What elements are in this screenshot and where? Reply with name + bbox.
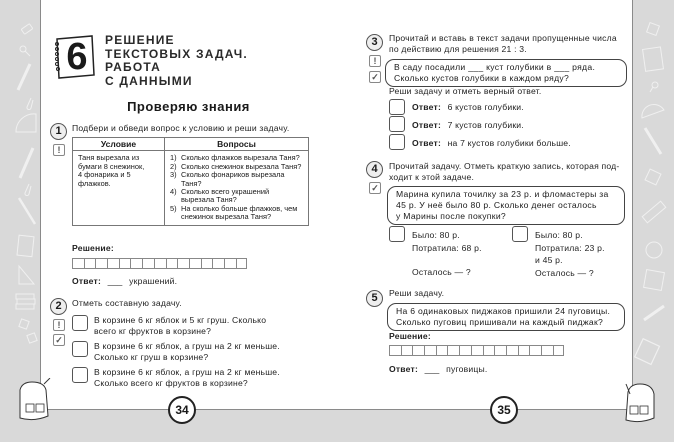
task-1-table	[72, 137, 309, 226]
chapter-title-line: ТЕКСТОВЫХ ЗАДАЧ.	[105, 46, 248, 61]
record-left: Осталось — ?	[535, 267, 594, 278]
instruction-line: Прочитай и вставь в текст задачи пропущенные числа	[389, 33, 617, 43]
task-5-number: 5	[366, 290, 383, 307]
problem-line: Марина купила точилку за 23 р. и фломастеры за	[396, 189, 609, 199]
pen-icon	[16, 146, 36, 180]
option-line: всего кг фруктов в корзине?	[94, 326, 212, 336]
question-option[interactable]: 4) Сколько всего украшений вырезала Таня?	[170, 187, 270, 205]
option-line: Сколько кг груш в корзине?	[94, 352, 209, 362]
pencil-icon	[14, 62, 34, 92]
chapter-number: 6	[66, 36, 88, 78]
chapter-title-line: С ДАННЫМИ	[105, 73, 193, 88]
short-record-checkbox[interactable]	[389, 226, 405, 242]
checkmark-icon: ✓	[53, 334, 65, 346]
option-line: В корзине 6 кг яблок, а груш на 2 кг меньше.	[94, 367, 280, 377]
answer-line	[389, 364, 487, 375]
task-5-instruction: Реши задачу.	[389, 288, 445, 298]
question-option[interactable]: 5) На сколько больше флажков, чем снежинок вырезала Таня?	[170, 203, 298, 222]
protractor-icon	[14, 112, 38, 134]
notepad-icon	[642, 46, 666, 72]
task-3-number: 3	[366, 34, 383, 51]
ruler-icon	[638, 196, 670, 228]
option-text	[94, 341, 280, 363]
task-3-problem	[385, 59, 627, 87]
answer-text: 6 кустов голубики.	[447, 102, 524, 112]
problem-line: Сколько пуговиц пришивали на каждый пиджак?	[396, 317, 604, 327]
clock-icon	[644, 240, 664, 260]
answer-checkbox[interactable]	[389, 134, 405, 150]
instruction-line: по действию для решения 21 : 3.	[389, 44, 527, 54]
exclamation-icon: !	[53, 144, 65, 156]
set-square-icon	[16, 264, 36, 286]
problem-line: На 6 одинаковых пиджаков пришили 24 пуговицы.	[396, 306, 611, 316]
brush-icon	[16, 196, 38, 226]
answer-text: 7 кустов голубики.	[447, 120, 524, 130]
task-3-sub-instruction: Реши задачу и отметь верный ответ.	[389, 86, 542, 96]
spacer	[412, 254, 482, 266]
dice-icon	[18, 318, 30, 330]
problem-line: Сколько кустов голубики в каждом ряду?	[394, 73, 570, 83]
page-number-34: 34	[168, 396, 196, 424]
chapter-title-line: РАБОТА	[105, 60, 162, 74]
answer-option	[412, 138, 571, 149]
answer-line	[72, 276, 177, 287]
option-line: Сколько всего кг фруктов в корзине?	[94, 378, 248, 388]
problem-line: В саду посадили ___ куст голубики в ___ ряда.	[394, 62, 596, 72]
task-3-instruction	[389, 33, 617, 55]
answer-label: Ответ:	[412, 138, 441, 148]
table-questions-cell	[165, 151, 309, 225]
solution-grid[interactable]	[72, 258, 247, 269]
checkmark-icon: ✓	[369, 71, 381, 83]
record-spent: Потратила: 68 р.	[412, 242, 482, 253]
solution-label: Решение:	[72, 243, 114, 253]
instruction-line: ходит к этой задаче.	[389, 172, 475, 182]
instruction-line: Прочитай задачу. Отметь краткую запись, которая под-	[389, 161, 620, 171]
task-1-instruction: Подбери и обведи вопрос к условию и реши задачу.	[72, 123, 290, 133]
pen-icon	[642, 126, 664, 156]
option-checkbox[interactable]	[72, 341, 88, 357]
right-margin-decorations	[634, 0, 674, 410]
answer-blank[interactable]: ___	[107, 276, 123, 286]
pencil-icon	[642, 300, 666, 324]
question-option[interactable]: 2) Сколько снежинок вырезала Таня?	[170, 161, 302, 171]
option-line: В корзине 6 кг яблок, а груш на 2 кг меньше.	[94, 341, 280, 351]
option-checkbox[interactable]	[72, 315, 88, 331]
answer-unit: украшений.	[129, 276, 178, 286]
answer-label: Ответ:	[389, 364, 418, 374]
section-title: Проверяю знания	[127, 99, 250, 114]
question-option[interactable]: 3) Сколько фонариков вырезала Таня?	[170, 170, 285, 188]
page-number-35: 35	[490, 396, 518, 424]
solution-grid[interactable]	[389, 345, 564, 356]
answer-checkbox[interactable]	[389, 116, 405, 132]
record-left: Осталось — ?	[412, 267, 471, 277]
dice-icon	[646, 22, 660, 36]
record-spent-extra: и 45 р.	[535, 255, 563, 265]
answer-label: Ответ:	[412, 102, 441, 112]
task-4-number: 4	[366, 161, 383, 178]
option-text	[94, 367, 280, 389]
answer-unit: пуговицы.	[446, 364, 488, 374]
notepad-icon	[16, 234, 36, 258]
task-4-problem	[387, 186, 625, 225]
answer-label: Ответ:	[72, 276, 101, 286]
chapter-title	[105, 34, 248, 88]
solution-label: Решение:	[389, 331, 431, 341]
task-4-instruction	[389, 161, 619, 183]
eraser-icon	[20, 22, 34, 36]
paperclip-icon	[22, 182, 32, 196]
record-spent: Потратила: 23 р.	[535, 242, 605, 253]
pushpin-icon	[648, 80, 660, 94]
dice-icon	[644, 168, 662, 186]
checkmark-icon: ✓	[369, 182, 381, 194]
problem-line: 45 р. У неё было 80 р. Сколько денег осталось	[396, 200, 597, 210]
table-header-questions: Вопросы	[165, 138, 309, 151]
backpack-icon	[620, 380, 660, 426]
record-had: Было: 80 р.	[535, 230, 583, 240]
problem-line: у Марины после покупки?	[396, 211, 506, 221]
protractor-icon	[640, 100, 666, 122]
answer-blank[interactable]: ___	[424, 364, 440, 374]
answer-option	[412, 120, 524, 131]
answer-text: на 7 кустов голубики больше.	[447, 138, 571, 148]
short-record-checkbox[interactable]	[512, 226, 528, 242]
table-header-condition: Условие	[73, 138, 165, 151]
book-icon	[634, 338, 662, 366]
record-had: Было: 80 р.	[412, 230, 460, 240]
question-option[interactable]: 1) Сколько флажков вырезала Таня?	[170, 153, 300, 163]
task-5-problem	[387, 303, 625, 331]
option-line: В корзине 6 кг яблок и 5 кг груш. Сколько	[94, 315, 267, 325]
left-margin-decorations	[0, 0, 40, 410]
option-checkbox[interactable]	[72, 367, 88, 383]
books-icon	[14, 292, 38, 312]
short-record-option	[412, 229, 482, 279]
answer-label: Ответ:	[412, 120, 441, 130]
task-2-number: 2	[50, 298, 67, 315]
answer-checkbox[interactable]	[389, 99, 405, 115]
task-1-number: 1	[50, 123, 67, 140]
exclamation-icon: !	[53, 319, 65, 331]
short-record-option	[535, 229, 605, 279]
table-condition-cell: Таня вырезала из бумаги 8 снежинок, 4 фонарика и 5 флажков.	[73, 151, 165, 225]
task-2-instruction: Отметь составную задачу.	[72, 298, 182, 308]
dice-icon	[26, 332, 38, 344]
backpack-icon	[14, 378, 54, 424]
pushpin-icon	[18, 44, 32, 58]
chapter-title-line: РЕШЕНИЕ	[105, 33, 175, 47]
option-text	[94, 315, 266, 337]
calendar-icon	[642, 268, 666, 292]
exclamation-icon: !	[369, 55, 381, 67]
answer-option	[412, 102, 524, 113]
